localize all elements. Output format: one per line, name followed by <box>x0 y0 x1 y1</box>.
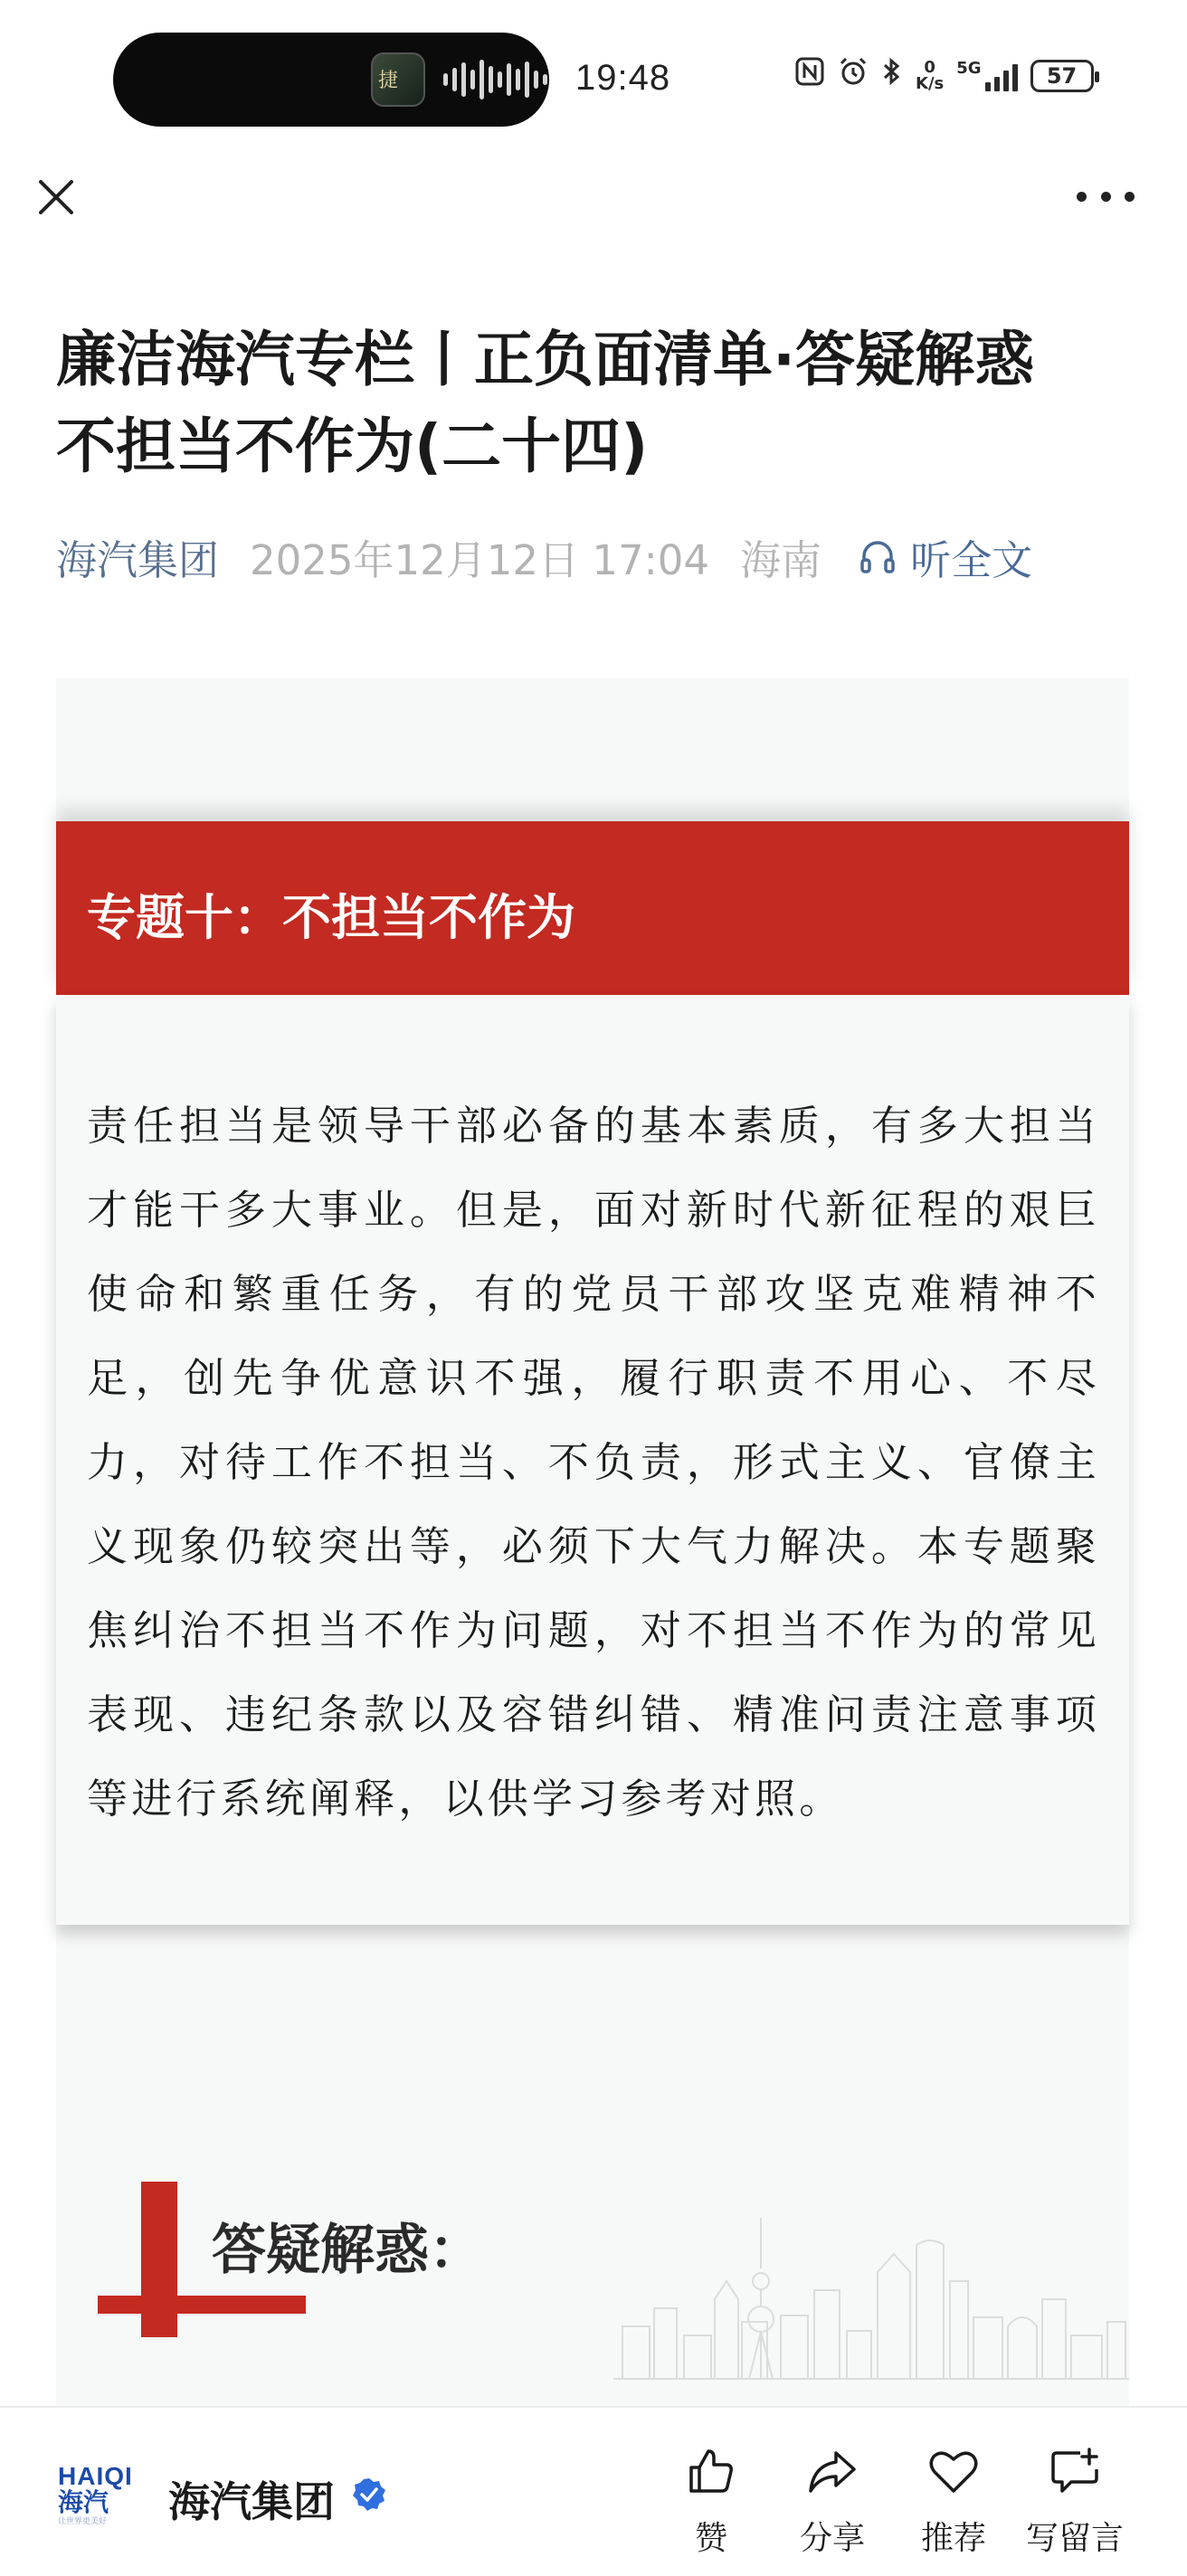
like-label: 赞 <box>694 2520 727 2557</box>
network-speed-value: 0 <box>924 57 935 77</box>
alarm-icon <box>838 56 869 95</box>
account-name[interactable]: 海汽集团 <box>168 2477 335 2526</box>
clock: 19:48 <box>575 58 671 98</box>
qa-decoration-vertical <box>141 2182 177 2337</box>
signal-label: 5G <box>956 58 982 78</box>
battery-level: 57 <box>1046 62 1078 89</box>
publish-location: 海南 <box>740 535 822 584</box>
author-link[interactable]: 海汽集团 <box>56 535 220 584</box>
share-arrow-icon <box>805 2444 859 2498</box>
listen-button[interactable] <box>858 527 1032 586</box>
city-skyline-illustration <box>613 2218 1129 2381</box>
bottom-bar <box>0 2406 1187 2576</box>
qa-heading: 答疑解惑： <box>212 2219 483 2282</box>
dynamic-island[interactable] <box>113 33 549 127</box>
article-meta <box>56 529 1032 583</box>
listen-label: 听全文 <box>910 535 1033 584</box>
article-title <box>56 317 1142 490</box>
article-title-line2: 不担当不作为(二十四) <box>56 412 649 481</box>
bluetooth-icon <box>881 56 903 95</box>
share-button[interactable] <box>769 2444 896 2562</box>
comment-label: 写留言 <box>1025 2520 1124 2557</box>
top-nav <box>0 154 1187 235</box>
logo-line1: HAIQI <box>58 2462 133 2490</box>
battery-icon <box>1030 60 1094 92</box>
cellular-signal-icon <box>956 58 1017 91</box>
intro-card <box>56 995 1129 1925</box>
account-logo[interactable] <box>58 2464 145 2527</box>
thumbs-up-icon <box>684 2444 738 2498</box>
status-icons <box>794 56 1094 95</box>
network-speed <box>916 57 945 93</box>
like-button[interactable] <box>648 2444 774 2562</box>
intro-paragraph: 责任担当是领导干部必备的基本素质，有多大担当才能干多大事业。但是，面对新时代新征程的艰巨使命和繁重任务，有的党员干部攻坚克难精神不足，创先争优意识不强，履行职责不用心、不尽力，对待工作不担当、不负责，形式主义、官僚主义现象仍较突出等，必须下大气力解决。本专题聚焦纠治不担当不作为问题，对不担当不作为的常见表现、违纪条款以及容错纠错、精准问责注意事项等进行系统阐释，以供学习参考对照。 <box>87 1102 1100 1823</box>
close-icon[interactable] <box>31 172 81 223</box>
recommend-label: 推荐 <box>920 2520 986 2557</box>
qa-decoration-horizontal <box>98 2296 306 2314</box>
island-app-glyph: 捷 <box>378 70 399 92</box>
island-app-icon <box>371 52 425 107</box>
comment-button[interactable] <box>1011 2444 1138 2562</box>
logo-tagline: 让世界更美好 <box>58 2517 108 2526</box>
recommend-button[interactable] <box>890 2444 1017 2562</box>
article-title-line1: 廉洁海汽专栏丨正负面清单·答疑解惑 <box>56 325 1035 394</box>
audio-wave-icon <box>443 60 547 99</box>
share-label: 分享 <box>799 2520 865 2557</box>
headphone-icon <box>858 536 897 576</box>
more-icon[interactable] <box>1077 185 1135 207</box>
verified-badge-icon <box>351 2477 387 2513</box>
comment-plus-icon <box>1048 2444 1102 2498</box>
heart-icon <box>926 2444 981 2498</box>
publish-date: 2025年12月12日 17:04 <box>250 535 710 584</box>
status-bar <box>0 0 1187 154</box>
network-speed-unit: K/s <box>916 73 945 93</box>
topic-banner <box>56 821 1129 995</box>
logo-line2: 海汽 <box>58 2487 109 2517</box>
nfc-icon <box>794 56 825 95</box>
topic-banner-title: 专题十：不担当不作为 <box>87 889 575 946</box>
